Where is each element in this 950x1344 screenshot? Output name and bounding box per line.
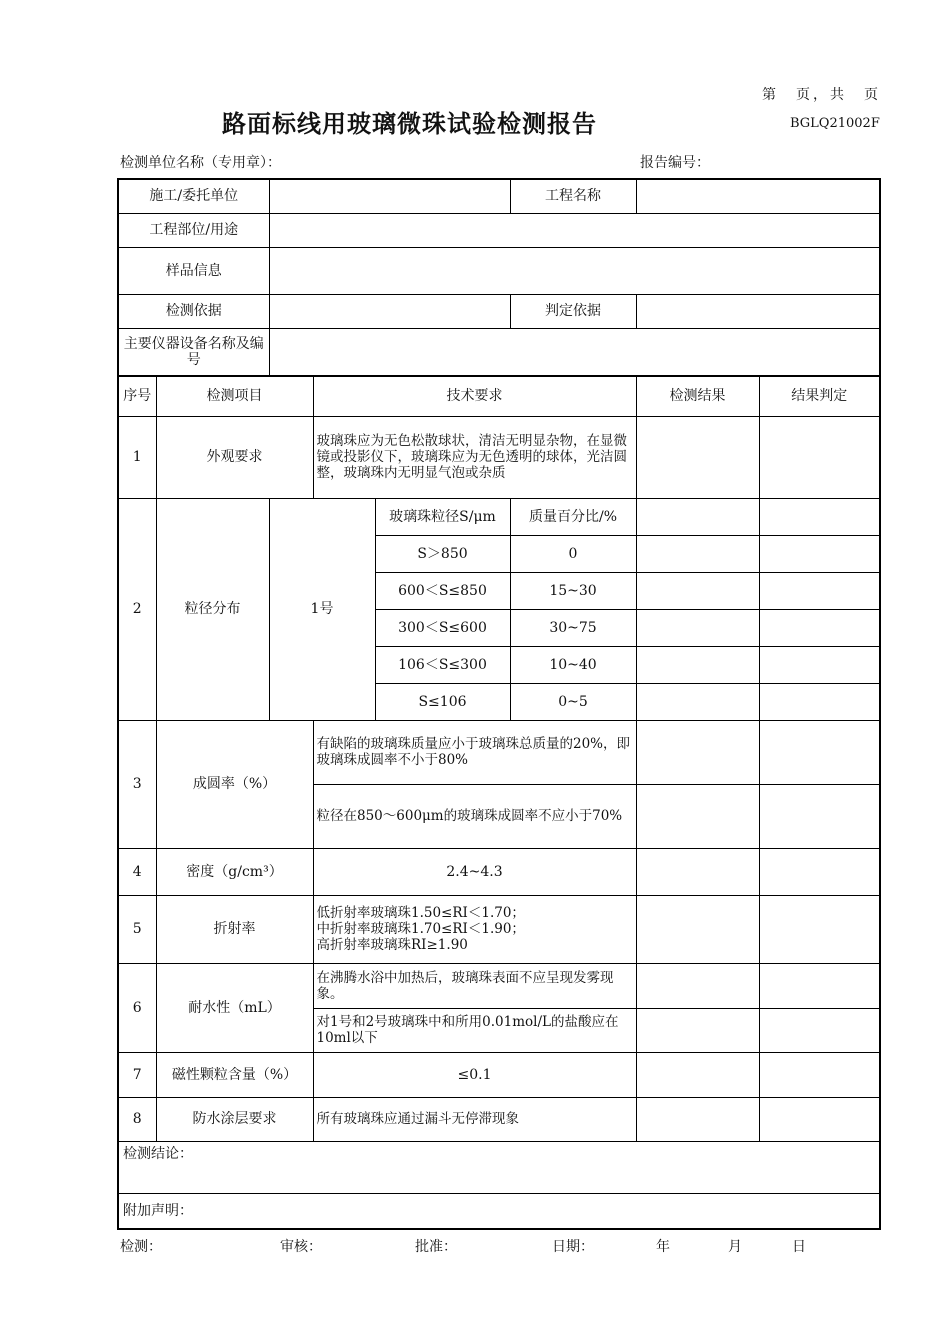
sample-info-value[interactable] — [269, 247, 880, 294]
result-cell[interactable] — [636, 1052, 759, 1097]
judgement-basis-label: 判定依据 — [510, 294, 636, 328]
result-cell[interactable] — [636, 784, 759, 848]
col-header-judgement: 结果判定 — [759, 376, 880, 416]
item-appearance: 外观要求 — [156, 416, 313, 498]
project-name-label: 工程名称 — [510, 179, 636, 213]
project-name-value[interactable] — [636, 179, 880, 213]
reviewer-label: 审核： — [280, 1239, 322, 1255]
report-number-label: 报告编号： — [640, 155, 710, 171]
item-water-resistance: 耐水性（mL） — [156, 963, 313, 1052]
requirement-roundness-a: 有缺陷的玻璃珠质量应小于玻璃珠总质量的20%，即玻璃珠成圆率不小于80% — [313, 720, 636, 784]
remarks-label: 附加声明： — [123, 1202, 193, 1219]
requirement-magnetic-particles: ≤0.1 — [313, 1052, 636, 1097]
result-cell[interactable] — [636, 646, 759, 683]
judgement-cell[interactable] — [759, 535, 880, 572]
size-range: S＞850 — [375, 535, 510, 572]
date-label: 日期： — [552, 1239, 594, 1255]
judgement-cell[interactable] — [759, 848, 880, 895]
requirement-water-resistance-a: 在沸腾水浴中加热后，玻璃珠表面不应呈现发雾现象。 — [313, 963, 636, 1008]
judgement-cell[interactable] — [759, 895, 880, 963]
item-particle-size: 粒径分布 — [156, 498, 269, 720]
result-cell[interactable] — [636, 848, 759, 895]
refractive-mid: 中折射率玻璃珠1.70≤RI＜1.90； — [316, 921, 525, 937]
size-range: 106＜S≤300 — [375, 646, 510, 683]
client-label: 施工/委托单位 — [118, 179, 269, 213]
month-label: 月 — [728, 1239, 742, 1255]
client-value[interactable] — [269, 179, 510, 213]
mass-percent: 15~30 — [510, 572, 636, 609]
tester-label: 检测： — [120, 1239, 162, 1255]
result-cell[interactable] — [636, 535, 759, 572]
row-no: 7 — [118, 1052, 156, 1097]
result-cell[interactable] — [636, 572, 759, 609]
row-no: 1 — [118, 416, 156, 498]
item-roundness: 成圆率（%） — [156, 720, 313, 848]
row-no: 4 — [118, 848, 156, 895]
mass-percent: 0 — [510, 535, 636, 572]
bead-type: 1号 — [269, 498, 375, 720]
judgement-cell[interactable] — [759, 963, 880, 1008]
requirement-waterproof-coating: 所有玻璃珠应通过漏斗无停滞现象 — [313, 1097, 636, 1141]
item-refractive-index: 折射率 — [156, 895, 313, 963]
judgement-cell[interactable] — [759, 720, 880, 784]
row-no: 2 — [118, 498, 156, 720]
conclusion-field[interactable] — [118, 1141, 880, 1193]
col-header-item: 检测项目 — [156, 376, 313, 416]
mass-percent: 10~40 — [510, 646, 636, 683]
result-cell[interactable] — [636, 683, 759, 720]
judgement-cell[interactable] — [759, 683, 880, 720]
row-no: 6 — [118, 963, 156, 1052]
percent-header: 质量百分比/% — [510, 498, 636, 535]
unit-name-label: 检测单位名称（专用章）： — [120, 155, 281, 171]
result-cell[interactable] — [636, 498, 759, 535]
row-no: 8 — [118, 1097, 156, 1141]
judgement-cell[interactable] — [759, 416, 880, 498]
col-header-requirement: 技术要求 — [313, 376, 636, 416]
judgement-cell[interactable] — [759, 784, 880, 848]
judgement-cell[interactable] — [759, 609, 880, 646]
page-info: 第 页，共 页 — [762, 87, 881, 103]
col-header-no: 序号 — [118, 376, 156, 416]
refractive-low: 低折射率玻璃珠1.50≤RI＜1.70； — [316, 905, 525, 921]
mass-percent: 0~5 — [510, 683, 636, 720]
project-part-value[interactable] — [269, 213, 880, 247]
result-cell[interactable] — [636, 1097, 759, 1141]
requirement-water-resistance-b: 对1号和2号玻璃珠中和所用0.01mol/L的盐酸应在10ml以下 — [313, 1008, 636, 1052]
size-header: 玻璃珠粒径S/μm — [375, 498, 510, 535]
item-density: 密度（g/cm³） — [156, 848, 313, 895]
report-table — [117, 178, 881, 1230]
size-range: 300＜S≤600 — [375, 609, 510, 646]
approver-label: 批准： — [415, 1239, 457, 1255]
result-cell[interactable] — [636, 416, 759, 498]
refractive-high: 高折射率玻璃珠RI≥1.90 — [316, 937, 468, 953]
result-cell[interactable] — [636, 895, 759, 963]
item-waterproof-coating: 防水涂层要求 — [156, 1097, 313, 1141]
size-range: 600＜S≤850 — [375, 572, 510, 609]
remarks-field[interactable] — [118, 1193, 880, 1229]
test-basis-value[interactable] — [269, 294, 510, 328]
form-code: BGLQ21002F — [790, 116, 880, 131]
item-magnetic-particles: 磁性颗粒含量（%） — [156, 1052, 313, 1097]
judgement-cell[interactable] — [759, 1008, 880, 1052]
requirement-refractive-index — [313, 895, 636, 963]
page-title: 路面标线用玻璃微珠试验检测报告 — [222, 109, 597, 138]
row-no: 5 — [118, 895, 156, 963]
year-label: 年 — [656, 1239, 670, 1255]
judgement-cell[interactable] — [759, 572, 880, 609]
col-header-result: 检测结果 — [636, 376, 759, 416]
requirement-density: 2.4~4.3 — [313, 848, 636, 895]
judgement-cell[interactable] — [759, 646, 880, 683]
result-cell[interactable] — [636, 963, 759, 1008]
result-cell[interactable] — [636, 1008, 759, 1052]
sample-info-label: 样品信息 — [118, 247, 269, 294]
test-basis-label: 检测依据 — [118, 294, 269, 328]
day-label: 日 — [792, 1239, 806, 1255]
judgement-cell[interactable] — [759, 1052, 880, 1097]
result-cell[interactable] — [636, 720, 759, 784]
conclusion-label: 检测结论： — [123, 1145, 193, 1162]
requirement-roundness-b: 粒径在850～600μm的玻璃珠成圆率不应小于70% — [313, 784, 636, 848]
project-part-label: 工程部位/用途 — [118, 213, 269, 247]
judgement-cell[interactable] — [759, 1097, 880, 1141]
equipment-label: 主要仪器设备名称及编号 — [118, 328, 269, 376]
equipment-value[interactable] — [269, 328, 880, 376]
requirement-appearance: 玻璃珠应为无色松散球状，清洁无明显杂物，在显微镜或投影仪下，玻璃珠应为无色透明的球体，光洁圆整，玻璃珠内无明显气泡或杂质 — [313, 416, 636, 498]
mass-percent: 30~75 — [510, 609, 636, 646]
size-range: S≤106 — [375, 683, 510, 720]
judgement-cell[interactable] — [759, 498, 880, 535]
row-no: 3 — [118, 720, 156, 848]
result-cell[interactable] — [636, 609, 759, 646]
judgement-basis-value[interactable] — [636, 294, 880, 328]
